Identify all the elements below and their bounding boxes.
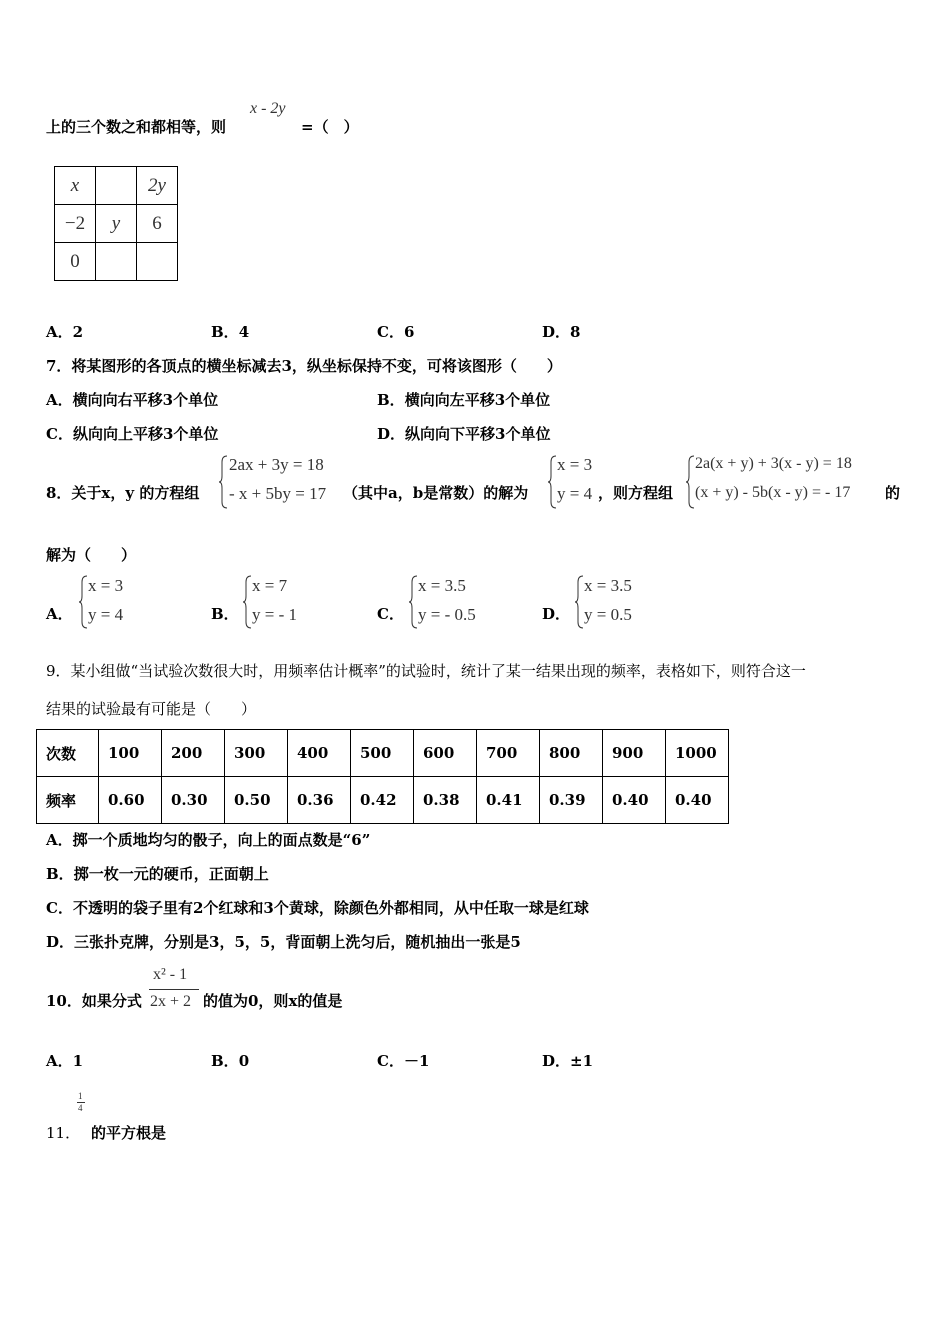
table-cell: 0.42 — [351, 777, 414, 824]
q9-option-c[interactable] — [46, 897, 589, 918]
table-cell: 0.39 — [540, 777, 603, 824]
fraction-numerator: x² - 1 — [153, 966, 188, 983]
option-value: 1 — [72, 1052, 84, 1070]
equation-row: 2ax + 3y = 18 — [229, 455, 324, 474]
option-value: 掷一个质地均匀的骰子，向上的面点数是“6” — [72, 831, 371, 849]
option-value: 横向向左平移3个单位 — [404, 391, 551, 409]
table-cell: 900 — [603, 730, 666, 777]
equation-row: y = 4 — [557, 484, 593, 503]
q9-text-line-1: 9．某小组做“当试验次数很大时，用频率估计概率”的试验时，统计了某一结果出现的频率，表格如下，则符合这一 — [46, 662, 806, 680]
option-value: 掷一枚一元的硬币，正面朝上 — [73, 865, 269, 883]
table-cell: 500 — [351, 730, 414, 777]
option-label: A． — [46, 831, 73, 849]
grid-cell: 0 — [55, 243, 96, 281]
grid-cell — [137, 243, 178, 281]
q8-option-a-label[interactable]: A． — [46, 605, 73, 623]
brace-icon — [219, 454, 229, 510]
equation-row: 2a(x + y) + 3(x - y) = 18 — [695, 455, 852, 472]
table-cell: 0.40 — [603, 777, 666, 824]
table-cell: 400 — [288, 730, 351, 777]
q7-option-d[interactable] — [377, 423, 550, 444]
option-label: A． — [46, 391, 73, 409]
magic-square-grid — [54, 166, 178, 281]
option-value: 2 — [72, 323, 84, 341]
q8-line-2: 解为（ ） — [46, 546, 137, 564]
q8-system-3 — [686, 454, 886, 510]
table-cell: 0.50 — [225, 777, 288, 824]
equation-row: x = 3.5 — [584, 576, 632, 595]
q10-option-a[interactable] — [46, 1050, 83, 1071]
q6-option-c[interactable] — [377, 321, 414, 342]
q9-option-a[interactable] — [46, 829, 370, 850]
grid-cell: 2y — [137, 167, 178, 205]
q6-option-a[interactable] — [46, 321, 83, 342]
equation-row: y = 4 — [88, 605, 124, 624]
q8-option-b-system[interactable] — [243, 574, 333, 630]
option-value: ±1 — [570, 1052, 594, 1070]
table-cell: 次数 — [37, 730, 99, 777]
option-value: 不透明的袋子里有2个红球和3个黄球，除颜色外都相同，从中任取一球是红球 — [72, 899, 589, 917]
equation-row: (x + y) - 5b(x - y) = - 17 — [695, 484, 851, 501]
option-label: D． — [542, 1052, 571, 1070]
option-label: C． — [46, 899, 73, 917]
equation-row: y = - 0.5 — [418, 605, 476, 624]
q6-text: 上的三个数之和都相等，则 — [46, 118, 227, 136]
grid-cell: y — [96, 205, 137, 243]
grid-cell: 6 — [137, 205, 178, 243]
frequency-table — [36, 729, 729, 824]
table-cell: 1000 — [666, 730, 729, 777]
table-cell: 200 — [162, 730, 225, 777]
option-value: 4 — [238, 323, 250, 341]
table-row — [37, 777, 729, 824]
fraction-numerator: 1 — [78, 1091, 83, 1101]
table-cell: 0.36 — [288, 777, 351, 824]
table-cell: 100 — [99, 730, 162, 777]
q7-option-a[interactable] — [46, 389, 218, 410]
option-label: B． — [211, 323, 239, 341]
table-cell: 0.40 — [666, 777, 729, 824]
equation-row: y = - 1 — [252, 605, 297, 624]
table-cell: 0.41 — [477, 777, 540, 824]
q11-text: 的平方根是 — [91, 1124, 167, 1142]
option-value: －1 — [403, 1052, 430, 1070]
option-label: B． — [377, 391, 405, 409]
grid-cell — [96, 167, 137, 205]
q8-option-d-label[interactable]: D． — [542, 605, 571, 623]
table-cell: 频率 — [37, 777, 99, 824]
option-label: C． — [377, 1052, 404, 1070]
option-label: A． — [46, 1052, 73, 1070]
q9-option-b[interactable] — [46, 863, 269, 884]
q8-option-d-system[interactable] — [575, 574, 675, 630]
table-cell: 600 — [414, 730, 477, 777]
option-label: A． — [46, 323, 73, 341]
option-value: 三张扑克牌，分别是3，5，5，背面朝上洗匀后，随机抽出一张是5 — [74, 933, 521, 951]
q11-number: 11． — [46, 1124, 81, 1142]
table-cell: 0.60 — [99, 777, 162, 824]
table-cell: 800 — [540, 730, 603, 777]
q7-text: 7．将某图形的各顶点的横坐标减去3，纵坐标保持不变，可将该图形（ ） — [46, 357, 562, 375]
q10-option-c[interactable] — [377, 1050, 429, 1071]
option-value: 6 — [403, 323, 415, 341]
option-value: 0 — [238, 1052, 250, 1070]
q6-text-after: =（ ） — [301, 118, 359, 136]
option-label: C． — [46, 425, 73, 443]
option-label: B． — [211, 1052, 239, 1070]
q11-fraction — [76, 1091, 88, 1121]
q10-prefix: 10．如果分式 — [46, 992, 142, 1010]
option-value: 纵向向下平移3个单位 — [405, 425, 551, 443]
option-value: 8 — [570, 323, 581, 341]
q8-option-c-label[interactable]: C． — [377, 605, 404, 623]
option-label: C． — [377, 323, 404, 341]
q10-suffix: 的值为0，则x的值是 — [203, 992, 343, 1010]
q10-option-d[interactable] — [542, 1050, 593, 1071]
grid-cell: −2 — [55, 205, 96, 243]
fraction-denominator: 2x + 2 — [150, 993, 192, 1010]
q8-system-1 — [219, 454, 339, 510]
equation-row: x = 3 — [557, 455, 593, 474]
q9-text-line-2: 结果的试验最有可能是（ ） — [46, 700, 257, 718]
grid-cell: x — [55, 167, 96, 205]
q8-prefix: 8．关于x，y 的方程组 — [46, 484, 200, 502]
equation-row: - x + 5by = 17 — [229, 484, 327, 503]
option-label: B． — [46, 865, 74, 883]
q8-mid-text-2: ，则方程组 — [598, 484, 674, 502]
fraction-denominator: 4 — [78, 1103, 83, 1113]
option-value: 纵向向上平移3个单位 — [72, 425, 219, 443]
table-cell: 300 — [225, 730, 288, 777]
equation-row: x = 3.5 — [418, 576, 466, 595]
table-cell: 700 — [477, 730, 540, 777]
equation-row: y = 0.5 — [584, 605, 632, 624]
equation-row: x = 3 — [88, 576, 124, 595]
option-value: 横向向右平移3个单位 — [72, 391, 219, 409]
fraction-bar — [149, 989, 199, 990]
equation-row: x = 7 — [252, 576, 288, 595]
q6-option-d[interactable] — [542, 321, 580, 342]
table-header-row — [37, 730, 729, 777]
q9-option-d[interactable] — [46, 931, 521, 952]
q7-option-b[interactable] — [377, 389, 550, 410]
q8-suffix: 的 — [885, 484, 901, 502]
q8-option-c-system[interactable] — [409, 574, 519, 630]
q6-option-b[interactable] — [211, 321, 249, 342]
q10-option-b[interactable] — [211, 1050, 249, 1071]
q8-option-b-label[interactable]: B． — [211, 605, 239, 623]
q10-fraction — [147, 966, 201, 1018]
option-label: D． — [542, 323, 571, 341]
q6-expression: x - 2y — [250, 100, 286, 117]
q8-mid-text-1: （其中a，b是常数）的解为 — [343, 484, 529, 502]
q7-option-c[interactable] — [46, 423, 218, 444]
option-label: D． — [377, 425, 406, 443]
option-label: D． — [46, 933, 75, 951]
table-cell: 0.30 — [162, 777, 225, 824]
grid-cell — [96, 243, 137, 281]
table-cell: 0.38 — [414, 777, 477, 824]
q8-option-a-system[interactable] — [79, 574, 169, 630]
